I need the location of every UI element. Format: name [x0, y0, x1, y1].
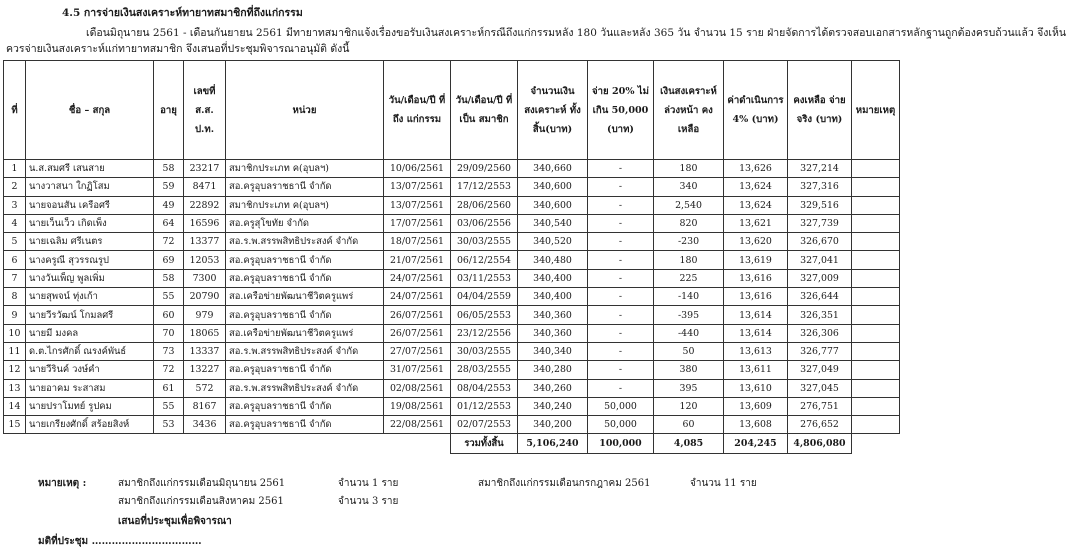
row-member-date: 30/03/2555 — [451, 233, 518, 251]
row-no: 10 — [4, 324, 26, 342]
row-death-date: 31/07/2561 — [384, 361, 451, 379]
row-member-date: 01/12/2553 — [451, 397, 518, 415]
row-fee: 13,608 — [724, 416, 788, 434]
row-death-date: 26/07/2561 — [384, 306, 451, 324]
row-pay20: 50,000 — [588, 416, 654, 434]
table-row — [4, 160, 900, 178]
row-amount: 340,360 — [518, 306, 588, 324]
row-fee: 13,619 — [724, 251, 788, 269]
row-remark — [852, 306, 900, 324]
row-net: 276,751 — [788, 397, 852, 415]
row-death-date: 13/07/2561 — [384, 196, 451, 214]
row-pay20: - — [588, 342, 654, 360]
row-net: 327,316 — [788, 178, 852, 196]
row-fee: 13,616 — [724, 269, 788, 287]
row-amount: 340,400 — [518, 288, 588, 306]
table-row — [4, 178, 900, 196]
row-age: 72 — [154, 361, 184, 379]
row-remark — [852, 379, 900, 397]
row-fee: 13,614 — [724, 306, 788, 324]
row-pay20: - — [588, 306, 654, 324]
row-net: 327,009 — [788, 269, 852, 287]
row-age: 72 — [154, 233, 184, 251]
row-name: นางครูณี สุวรรณรูป — [26, 251, 154, 269]
table-row — [4, 288, 900, 306]
row-net: 276,652 — [788, 416, 852, 434]
propose-text: เสนอที่ประชุมเพื่อพิจารณา — [118, 516, 232, 527]
row-no: 6 — [4, 251, 26, 269]
row-advance: 340 — [654, 178, 724, 196]
header-remark: หมายเหตุ — [852, 61, 900, 160]
row-member-date: 28/06/2560 — [451, 196, 518, 214]
row-pay20: - — [588, 233, 654, 251]
row-pay20: - — [588, 196, 654, 214]
table-header-row — [4, 61, 900, 160]
header-age: อายุ — [154, 61, 184, 160]
row-amount: 340,520 — [518, 233, 588, 251]
row-amount: 340,600 — [518, 196, 588, 214]
row-member-no: 3436 — [184, 416, 226, 434]
row-pay20: - — [588, 361, 654, 379]
row-age: 49 — [154, 196, 184, 214]
row-net: 329,516 — [788, 196, 852, 214]
row-name: น.ส.สมศรี เสนสาย — [26, 160, 154, 178]
row-advance: -395 — [654, 306, 724, 324]
row-death-date: 19/08/2561 — [384, 397, 451, 415]
row-member-no: 16596 — [184, 214, 226, 232]
row-member-date: 28/03/2555 — [451, 361, 518, 379]
row-member-no: 12053 — [184, 251, 226, 269]
intro-line-2: ควรจ่ายเงินสงเคราะห์แก่ทายาทสมาชิก จึงเสนอที่ประชุมพิจารณาอนุมัติ ดังนี้ — [6, 43, 350, 55]
row-pay20: 50,000 — [588, 397, 654, 415]
row-member-date: 17/12/2553 — [451, 178, 518, 196]
notes-line-1: สมาชิกถึงแก่กรรมเดือนมิถุนายน 2561 — [118, 478, 286, 489]
row-death-date: 21/07/2561 — [384, 251, 451, 269]
row-member-no: 22892 — [184, 196, 226, 214]
row-no: 7 — [4, 269, 26, 287]
row-fee: 13,616 — [724, 288, 788, 306]
row-advance: 225 — [654, 269, 724, 287]
row-unit: สมาชิกประเภท ค(อุบลฯ) — [226, 196, 384, 214]
header-member-no: เลขที่ ส.ส. ป.ท. — [184, 61, 226, 160]
row-member-date: 06/12/2554 — [451, 251, 518, 269]
table-row — [4, 233, 900, 251]
row-member-no: 8471 — [184, 178, 226, 196]
row-name: นายจอนสัน เครือศรี — [26, 196, 154, 214]
totals-label: รวมทั้งสิ้น — [451, 434, 518, 454]
row-advance: 2,540 — [654, 196, 724, 214]
row-age: 53 — [154, 416, 184, 434]
row-fee: 13,610 — [724, 379, 788, 397]
table-row — [4, 379, 900, 397]
row-net: 326,670 — [788, 233, 852, 251]
row-fee: 13,614 — [724, 324, 788, 342]
row-name: ด.ต.ไกรศักดิ์ ณรงค์พันธ์ — [26, 342, 154, 360]
row-unit: สอ.ครูอุบลราชธานี จำกัด — [226, 178, 384, 196]
notes-label: หมายเหตุ : — [38, 478, 87, 489]
row-name: นายวีรินค์ วงษ์คำ — [26, 361, 154, 379]
row-pay20: - — [588, 251, 654, 269]
row-name: นายอาคม ระสาสม — [26, 379, 154, 397]
header-member-date: วัน/เดือน/ปี ที่เป็น สมาชิก — [451, 61, 518, 160]
row-no: 1 — [4, 160, 26, 178]
row-advance: 395 — [654, 379, 724, 397]
row-amount: 340,200 — [518, 416, 588, 434]
row-remark — [852, 178, 900, 196]
row-no: 14 — [4, 397, 26, 415]
row-no: 3 — [4, 196, 26, 214]
row-name: นายวีรวัฒน์ โกมลศรี — [26, 306, 154, 324]
row-advance: 120 — [654, 397, 724, 415]
row-remark — [852, 397, 900, 415]
row-advance: -230 — [654, 233, 724, 251]
row-unit: สอ.เครือข่ายพัฒนาชีวิตครูแพร่ — [226, 288, 384, 306]
row-age: 59 — [154, 178, 184, 196]
row-amount: 340,340 — [518, 342, 588, 360]
table-row — [4, 306, 900, 324]
header-pay20: จ่าย 20% ไม่เกิน 50,000 (บาท) — [588, 61, 654, 160]
row-no: 11 — [4, 342, 26, 360]
row-member-date: 29/09/2560 — [451, 160, 518, 178]
table-row — [4, 397, 900, 415]
row-name: นางวันเพ็ญ พูลเพิ่ม — [26, 269, 154, 287]
row-death-date: 02/08/2561 — [384, 379, 451, 397]
row-amount: 340,360 — [518, 324, 588, 342]
row-net: 327,214 — [788, 160, 852, 178]
row-member-date: 30/03/2555 — [451, 342, 518, 360]
row-pay20: - — [588, 379, 654, 397]
row-no: 15 — [4, 416, 26, 434]
row-remark — [852, 288, 900, 306]
row-amount: 340,600 — [518, 178, 588, 196]
row-remark — [852, 342, 900, 360]
row-fee: 13,626 — [724, 160, 788, 178]
row-name: นายเกรียงศักดิ์ สร้อยสิงห์ — [26, 416, 154, 434]
table-row — [4, 416, 900, 434]
intro-line-1: เดือนมิถุนายน 2561 - เดือนกันยายน 2561 มีทายาทสมาชิกแจ้งเรื่องขอรับเงินสงเคราะห์กรณีถึงแก่กรรมหลัง 180 วันและหลัง 365 วัน จำนวน 15 ราย ฝ่ายจัดการได้ตรวจสอบเอกสารหลักฐานถูกต้องครบถ้วนแล้ว จึงเห็น — [86, 27, 1066, 39]
row-amount: 340,260 — [518, 379, 588, 397]
row-member-date: 08/04/2553 — [451, 379, 518, 397]
row-name: นายเฉลิม ศรีเนตร — [26, 233, 154, 251]
row-member-date: 03/06/2556 — [451, 214, 518, 232]
row-age: 69 — [154, 251, 184, 269]
totals-pay20: 100,000 — [588, 434, 654, 454]
row-age: 64 — [154, 214, 184, 232]
row-net: 327,739 — [788, 214, 852, 232]
row-member-no: 8167 — [184, 397, 226, 415]
header-death-date: วัน/เดือน/ปี ที่ถึง แก่กรรม — [384, 61, 451, 160]
row-advance: 50 — [654, 342, 724, 360]
row-name: นางวาสนา ใกฏิโสม — [26, 178, 154, 196]
row-fee: 13,621 — [724, 214, 788, 232]
row-member-date: 23/12/2556 — [451, 324, 518, 342]
row-age: 58 — [154, 269, 184, 287]
row-remark — [852, 214, 900, 232]
notes-line-2-count: จำนวน 3 ราย — [338, 496, 399, 507]
header-net: คงเหลือ จ่ายจริง (บาท) — [788, 61, 852, 160]
row-member-no: 20790 — [184, 288, 226, 306]
row-advance: -440 — [654, 324, 724, 342]
row-name: นายปราโมทย์ รูปคม — [26, 397, 154, 415]
section-heading: 4.5 การจ่ายเงินสงเคราะห์ทายาทสมาชิกที่ถึงแก่กรรม — [62, 7, 303, 19]
row-advance: 60 — [654, 416, 724, 434]
table-row — [4, 361, 900, 379]
row-fee: 13,611 — [724, 361, 788, 379]
row-age: 60 — [154, 306, 184, 324]
notes-line-1-count: จำนวน 1 ราย — [338, 478, 399, 489]
row-death-date: 24/07/2561 — [384, 288, 451, 306]
row-net: 327,041 — [788, 251, 852, 269]
notes-line-1b-count: จำนวน 11 ราย — [690, 478, 757, 489]
row-age: 55 — [154, 288, 184, 306]
row-unit: สอ.ครูอุบลราชธานี จำกัด — [226, 306, 384, 324]
row-unit: สอ.ครูอุบลราชธานี จำกัด — [226, 397, 384, 415]
row-member-date: 04/04/2559 — [451, 288, 518, 306]
row-pay20: - — [588, 288, 654, 306]
row-member-no: 23217 — [184, 160, 226, 178]
row-unit: สมาชิกประเภท ค(อุบลฯ) — [226, 160, 384, 178]
row-member-date: 02/07/2553 — [451, 416, 518, 434]
row-advance: 380 — [654, 361, 724, 379]
resolution-text: มติที่ประชุม …………………………… — [38, 536, 202, 547]
row-death-date: 17/07/2561 — [384, 214, 451, 232]
row-unit: สอ.เครือข่ายพัฒนาชีวิตครูแพร่ — [226, 324, 384, 342]
row-net: 326,644 — [788, 288, 852, 306]
row-amount: 340,540 — [518, 214, 588, 232]
row-remark — [852, 233, 900, 251]
totals-row — [4, 434, 900, 454]
row-amount: 340,400 — [518, 269, 588, 287]
row-unit: สอ.ครูอุบลราชธานี จำกัด — [226, 251, 384, 269]
row-member-date: 03/11/2553 — [451, 269, 518, 287]
row-pay20: - — [588, 214, 654, 232]
notes-line-1b: สมาชิกถึงแก่กรรมเดือนกรกฎาคม 2561 — [478, 478, 651, 489]
table-row — [4, 214, 900, 232]
row-amount: 340,280 — [518, 361, 588, 379]
header-advance: เงินสงเคราะห์ ล่วงหน้า คงเหลือ — [654, 61, 724, 160]
row-amount: 340,240 — [518, 397, 588, 415]
row-pay20: - — [588, 324, 654, 342]
row-net: 327,045 — [788, 379, 852, 397]
row-no: 5 — [4, 233, 26, 251]
totals-net: 4,806,080 — [788, 434, 852, 454]
table-row — [4, 251, 900, 269]
row-no: 8 — [4, 288, 26, 306]
table-row — [4, 196, 900, 214]
row-death-date: 27/07/2561 — [384, 342, 451, 360]
row-member-no: 13377 — [184, 233, 226, 251]
row-death-date: 18/07/2561 — [384, 233, 451, 251]
row-death-date: 13/07/2561 — [384, 178, 451, 196]
row-remark — [852, 416, 900, 434]
row-member-no: 7300 — [184, 269, 226, 287]
row-fee: 13,624 — [724, 196, 788, 214]
table-row — [4, 324, 900, 342]
header-name: ชื่อ – สกุล — [26, 61, 154, 160]
header-unit: หน่วย — [226, 61, 384, 160]
row-death-date: 24/07/2561 — [384, 269, 451, 287]
row-amount: 340,660 — [518, 160, 588, 178]
row-no: 12 — [4, 361, 26, 379]
row-fee: 13,609 — [724, 397, 788, 415]
row-age: 70 — [154, 324, 184, 342]
row-unit: สอ.ร.พ.สรรพสิทธิประสงค์ จำกัด — [226, 233, 384, 251]
row-unit: สอ.ร.พ.สรรพสิทธิประสงค์ จำกัด — [226, 379, 384, 397]
row-member-no: 13227 — [184, 361, 226, 379]
header-no: ที่ — [4, 61, 26, 160]
row-pay20: - — [588, 269, 654, 287]
row-age: 55 — [154, 397, 184, 415]
row-name: นายมี มงคล — [26, 324, 154, 342]
row-no: 2 — [4, 178, 26, 196]
row-advance: 180 — [654, 160, 724, 178]
notes-line-2: สมาชิกถึงแก่กรรมเดือนสิงหาคม 2561 — [118, 496, 284, 507]
row-no: 13 — [4, 379, 26, 397]
row-advance: 180 — [654, 251, 724, 269]
row-no: 4 — [4, 214, 26, 232]
row-name: นายเว็นเว็ว เกิดเพ็ง — [26, 214, 154, 232]
row-unit: สอ.ครูอุบลราชธานี จำกัด — [226, 416, 384, 434]
row-pay20: - — [588, 178, 654, 196]
row-fee: 13,613 — [724, 342, 788, 360]
row-pay20: - — [588, 160, 654, 178]
row-member-no: 979 — [184, 306, 226, 324]
totals-advance: 4,085 — [654, 434, 724, 454]
row-fee: 13,624 — [724, 178, 788, 196]
row-remark — [852, 251, 900, 269]
row-net: 326,777 — [788, 342, 852, 360]
row-age: 61 — [154, 379, 184, 397]
row-advance: -140 — [654, 288, 724, 306]
benefit-table — [3, 60, 900, 454]
totals-amount: 5,106,240 — [518, 434, 588, 454]
row-amount: 340,480 — [518, 251, 588, 269]
table-row — [4, 342, 900, 360]
row-advance: 820 — [654, 214, 724, 232]
totals-fee: 204,245 — [724, 434, 788, 454]
row-net: 326,306 — [788, 324, 852, 342]
row-unit: สอ.ร.พ.สรรพสิทธิประสงค์ จำกัด — [226, 342, 384, 360]
row-remark — [852, 324, 900, 342]
row-death-date: 26/07/2561 — [384, 324, 451, 342]
row-net: 327,049 — [788, 361, 852, 379]
row-member-no: 572 — [184, 379, 226, 397]
table-row — [4, 269, 900, 287]
row-fee: 13,620 — [724, 233, 788, 251]
row-death-date: 22/08/2561 — [384, 416, 451, 434]
row-member-no: 18065 — [184, 324, 226, 342]
row-unit: สอ.ครูสุโขทัย จำกัด — [226, 214, 384, 232]
row-no: 9 — [4, 306, 26, 324]
row-death-date: 10/06/2561 — [384, 160, 451, 178]
row-name: นายสุพจน์ ทุ่งเก้า — [26, 288, 154, 306]
row-remark — [852, 160, 900, 178]
row-unit: สอ.ครูอุบลราชธานี จำกัด — [226, 269, 384, 287]
row-unit: สอ.ครูอุบลราชธานี จำกัด — [226, 361, 384, 379]
header-amount: จำนวนเงิน สงเคราะห์ ทั้งสิ้น(บาท) — [518, 61, 588, 160]
row-net: 326,351 — [788, 306, 852, 324]
row-member-date: 06/05/2553 — [451, 306, 518, 324]
row-remark — [852, 196, 900, 214]
row-age: 73 — [154, 342, 184, 360]
row-age: 58 — [154, 160, 184, 178]
row-remark — [852, 269, 900, 287]
header-fee: ค่าดำเนินการ 4% (บาท) — [724, 61, 788, 160]
row-remark — [852, 361, 900, 379]
row-member-no: 13337 — [184, 342, 226, 360]
